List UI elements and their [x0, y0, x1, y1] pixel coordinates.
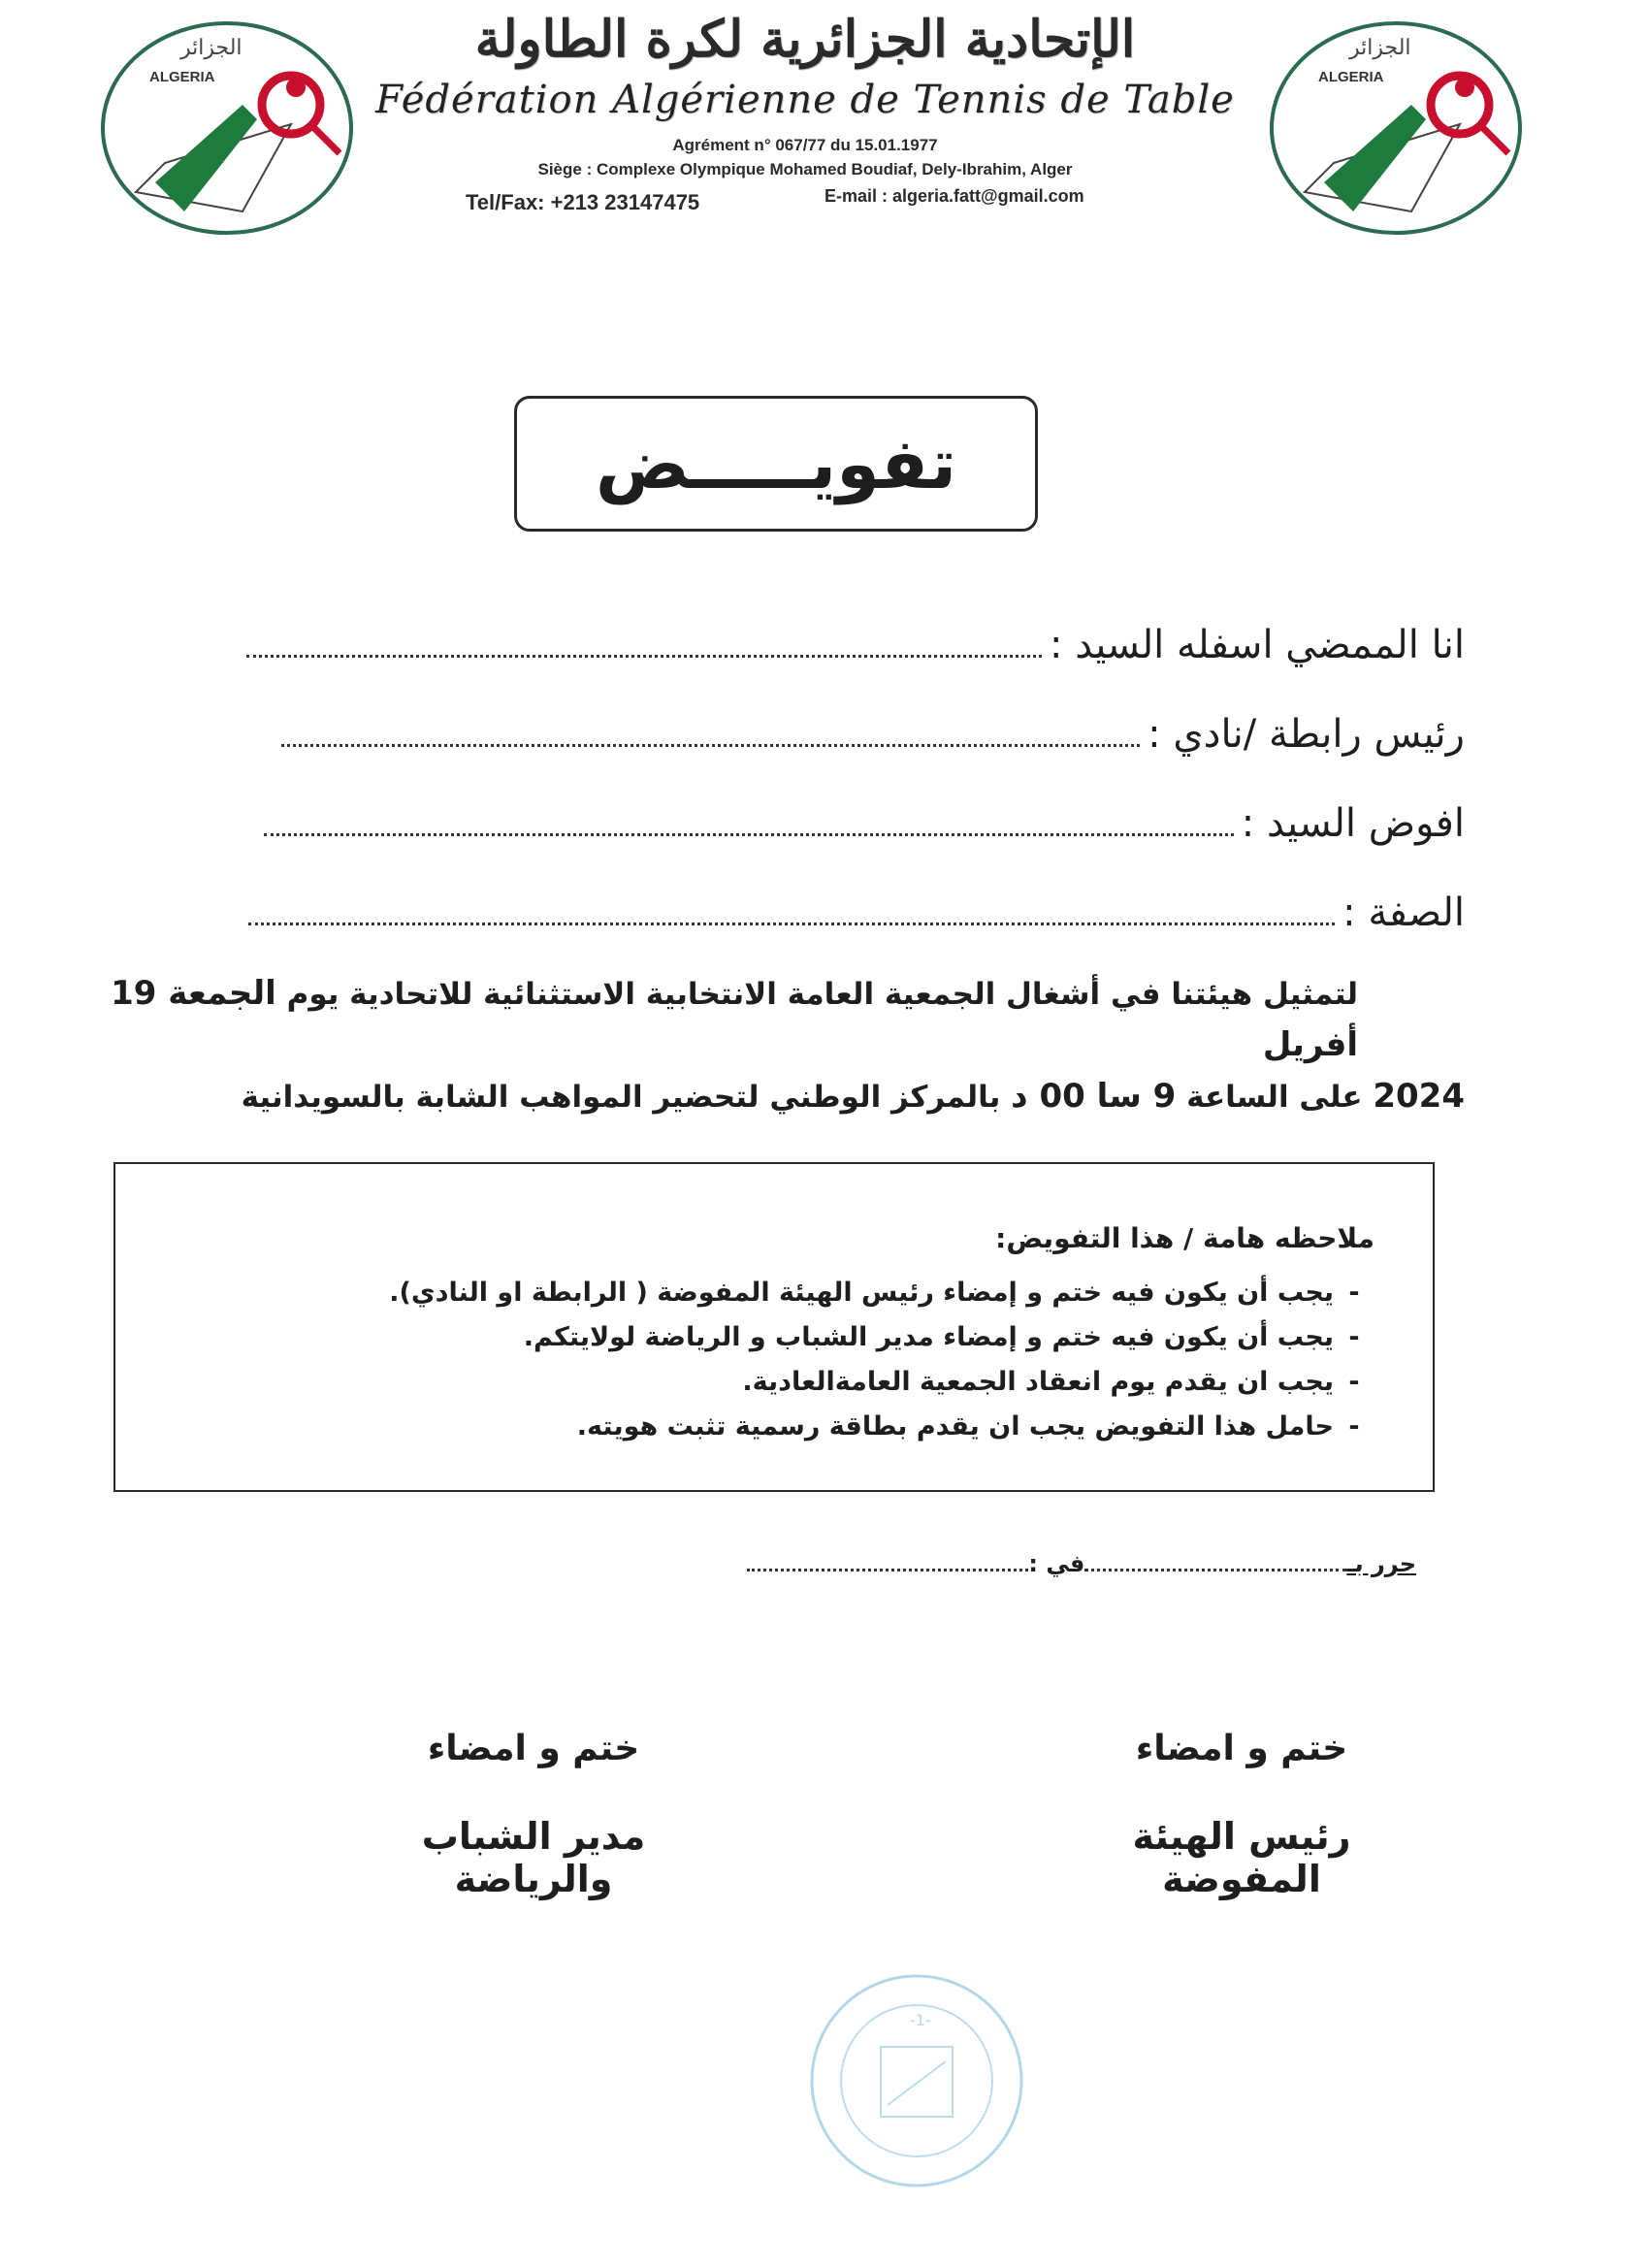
- field-league-club: [281, 698, 1465, 757]
- federation-stamp: [805, 1969, 1028, 2192]
- signature-caption: ختم و امضاء: [427, 1729, 640, 1768]
- note-title: ملاحظه هامة / هذا التفويض:: [995, 1222, 1374, 1254]
- paragraph-line-1: [87, 968, 1465, 1071]
- fill-line[interactable]: [281, 744, 1140, 747]
- federation-logo-left: [97, 17, 357, 239]
- note-list: [389, 1271, 1374, 1449]
- paragraph-text: لتمثيل هيئتنا في أشغال الجمعية العامة الانتخابية الاستثنائية للاتحادية يوم: [286, 977, 1358, 1012]
- note-item: -يجب أن يكون فيه ختم و إمضاء مدير الشباب و الرياضة لولايتكم.: [523, 1322, 1360, 1352]
- note-item-text: يجب أن يكون فيه ختم و إمضاء رئيس الهيئة المفوضة ( الرابطة او النادي).: [389, 1278, 1334, 1308]
- email-line: E-mail : algeria.fatt@gmail.com: [824, 186, 1084, 206]
- document-title: تفويـــــض: [595, 423, 957, 504]
- signature-block-president: [1057, 1729, 1426, 1900]
- written-at-line: [747, 1550, 1416, 1577]
- signatory-title: مدير الشباب والرياضة: [421, 1815, 646, 1900]
- logo-country-ar: الجزائر: [1349, 36, 1411, 60]
- field-label: الصفة :: [1342, 891, 1465, 935]
- note-item: -حامل هذا التفويض يجب ان يقدم بطاقة رسمية تثبت هويته.: [576, 1411, 1360, 1442]
- logo-country-ar: الجزائر: [180, 36, 242, 60]
- paragraph-line-2: [87, 1071, 1465, 1122]
- signatory-title: رئيس الهيئة المفوضة: [1132, 1815, 1351, 1900]
- logo-country-en: ALGERIA: [1318, 69, 1384, 85]
- meeting-year: 2024: [1373, 1077, 1465, 1116]
- field-label: افوض السيد :: [1241, 801, 1465, 846]
- written-on-label: في :: [1028, 1550, 1085, 1577]
- meeting-time: 9 سا 00 د: [1011, 1077, 1177, 1116]
- federation-name-french: Fédération Algérienne de Tennis de Table: [375, 78, 1235, 122]
- date-fill-line[interactable]: [747, 1569, 1028, 1571]
- field-label: رئيس رابطة /نادي :: [1148, 712, 1465, 757]
- logo-country-en: ALGERIA: [149, 69, 215, 85]
- note-item: -يجب أن يكون فيه ختم و إمضاء رئيس الهيئة المفوضة ( الرابطة او النادي).: [389, 1278, 1360, 1308]
- telfax-line: Tel/Fax: +213 23147475: [466, 190, 700, 214]
- field-capacity: [248, 877, 1465, 935]
- agrement-line: Agrément n° 067/77 du 15.01.1977: [672, 136, 938, 154]
- signature-block-director: [349, 1729, 718, 1900]
- note-item: -يجب ان يقدم يوم انعقاد الجمعية العامةالعادية.: [742, 1367, 1360, 1397]
- note-item-text: يجب أن يكون فيه ختم و إمضاء مدير الشباب و الرياضة لولايتكم.: [523, 1322, 1334, 1352]
- siege-line: Siège : Complexe Olympique Mohamed Boudiaf, Dely-Ibrahim, Alger: [537, 160, 1073, 178]
- fill-line[interactable]: [246, 655, 1042, 658]
- field-signatory: [246, 609, 1465, 667]
- field-label: انا الممضي اسفله السيد :: [1050, 623, 1465, 667]
- note-item-text: يجب ان يقدم يوم انعقاد الجمعية العامةالعادية.: [742, 1367, 1334, 1397]
- meeting-date: الجمعة 19 أفريل: [111, 974, 1358, 1064]
- title-box: [514, 396, 1038, 532]
- federation-logo-right: [1266, 17, 1526, 239]
- place-fill-line[interactable]: [1084, 1569, 1346, 1571]
- federation-name-arabic: الإتحادية الجزائرية لكرة الطاولة: [474, 10, 1136, 69]
- important-note-box: [113, 1162, 1435, 1492]
- fill-line[interactable]: [264, 833, 1234, 836]
- signature-caption: ختم و امضاء: [1135, 1729, 1348, 1768]
- mandate-paragraph: [87, 968, 1465, 1122]
- field-delegate: [264, 788, 1465, 846]
- note-item-text: حامل هذا التفويض يجب ان يقدم بطاقة رسمية تثبت هويته.: [576, 1411, 1334, 1442]
- fill-line[interactable]: [248, 923, 1335, 925]
- written-at-label: حرر بـ: [1346, 1550, 1416, 1577]
- paragraph-text: على الساعة: [1186, 1080, 1363, 1115]
- svg-text:-1-: -1-: [910, 2011, 931, 2029]
- meeting-location: بالمركز الوطني لتحضير المواهب الشابة بالسويدانية: [241, 1080, 1001, 1115]
